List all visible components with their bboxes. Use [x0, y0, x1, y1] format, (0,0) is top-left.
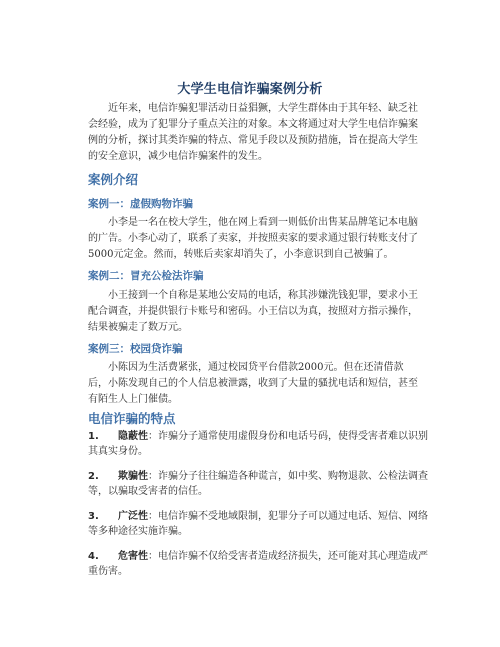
section-heading-features: 电信诈骗的特点: [88, 411, 176, 426]
list-number: 3.: [88, 511, 99, 522]
list-item: [88, 549, 428, 579]
section-heading-cases: 案例介绍: [88, 172, 139, 187]
list-item: [88, 429, 428, 459]
list-item: [88, 469, 428, 499]
feature-term: 危害性: [118, 551, 148, 562]
case2-body: 小王接到一个自称是某地公安局的电话，称其涉嫌洗钱犯罪，要求小王配合调查，并提供银行卡账号和密码。小王信以为真，按照对方指示操作，结果被骗走了数万元。: [88, 290, 418, 333]
feature-term: 广泛性: [118, 511, 148, 522]
list-number: 1.: [88, 431, 99, 442]
case3-heading: 案例三：校园贷诈骗: [88, 343, 183, 355]
feature-term: 欺骗性: [118, 471, 148, 482]
feature-term: 隐蔽性: [118, 431, 148, 442]
intro-paragraph: 近年来，电信诈骗犯罪活动日益猖獗，大学生群体由于其年轻、缺乏社会经验，成为了犯罪分子重点关注的对象。本文将通过对大学生电信诈骗案例的分析，探讨其类诈骗的特点、常见手段以及预防措施，旨在提高大学生的安全意识，减少电信诈骗案件的发生。: [88, 103, 418, 162]
case2-heading: 案例二：冒充公检法诈骗: [88, 270, 204, 282]
case1-heading: 案例一：虚假购物诈骗: [88, 198, 193, 210]
case3-body: 小陈因为生活费紧张，通过校园贷平台借款2000元。但在还清借款后，小陈发现自己的个人信息被泄露，收到了大量的骚扰电话和短信，甚至有陌生人上门催债。: [88, 362, 418, 405]
feature-text: ：电信诈骗不受地域限制，犯罪分子可以通过电话、短信、网络等多种途径实施诈骗。: [88, 511, 428, 537]
document-title: 大学生电信诈骗案例分析: [177, 82, 323, 97]
case1-body: 小李是一名在校大学生，他在网上看到一则低价出售某品牌笔记本电脑的广告。小李心动了，联系了卖家，并按照卖家的要求通过银行转账支付了5000元定金。然而，转账后卖家却消失了，小李意识到自己被骗了。: [88, 217, 418, 260]
feature-text: ：电信诈骗不仅给受害者造成经济损失，还可能对其心理造成严重伤害。: [88, 551, 428, 577]
list-number: 2.: [88, 471, 99, 482]
feature-text: ：诈骗分子往往编造各种谎言，如中奖、购物退款、公检法调查等，以骗取受害者的信任。: [88, 471, 428, 497]
list-item: [88, 509, 428, 539]
features-list: [88, 429, 428, 589]
feature-text: ：诈骗分子通常使用虚假身份和电话号码，使得受害者难以识别其真实身份。: [88, 431, 428, 457]
list-number: 4.: [88, 551, 99, 562]
